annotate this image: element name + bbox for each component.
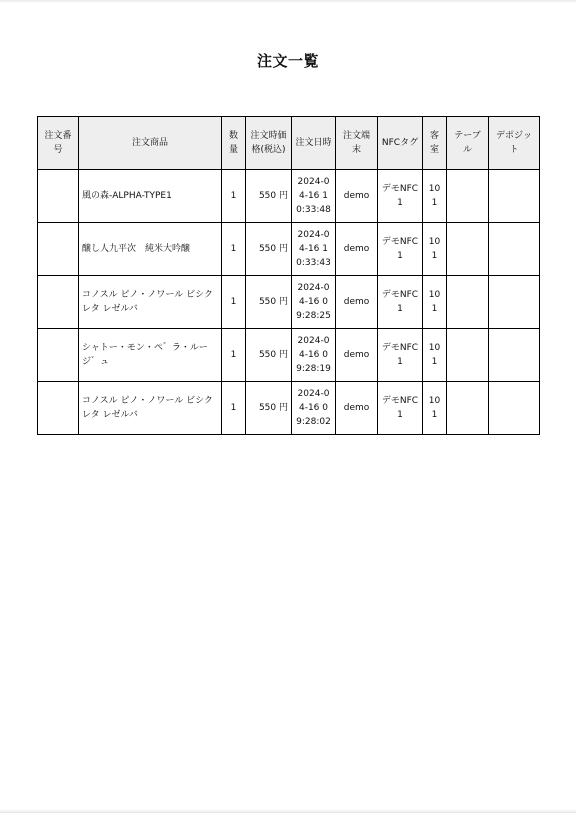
cell-deposit	[489, 223, 540, 276]
cell-terminal: demo	[336, 329, 378, 382]
column-header-quantity: 数量	[222, 117, 246, 170]
cell-quantity: 1	[222, 382, 246, 435]
cell-order-number	[38, 170, 79, 223]
cell-order-number	[38, 223, 79, 276]
column-header-order-item: 注文商品	[79, 117, 222, 170]
cell-price: 550 円	[246, 329, 292, 382]
cell-table	[447, 329, 489, 382]
cell-order-item: 風の森-ALPHA-TYPE1	[79, 170, 222, 223]
cell-nfc-tag: デモNFC1	[378, 329, 423, 382]
column-header-price: 注文時価格(税込)	[246, 117, 292, 170]
cell-nfc-tag: デモNFC1	[378, 170, 423, 223]
cell-terminal: demo	[336, 223, 378, 276]
cell-order-datetime: 2024-04-16 09:28:02	[292, 382, 336, 435]
cell-room: 101	[423, 223, 447, 276]
cell-deposit	[489, 170, 540, 223]
column-header-nfc-tag: NFCタグ	[378, 117, 423, 170]
page-edge-bottom	[0, 809, 576, 813]
cell-nfc-tag: デモNFC1	[378, 382, 423, 435]
table-row	[38, 329, 540, 382]
cell-terminal: demo	[336, 382, 378, 435]
cell-price: 550 円	[246, 223, 292, 276]
cell-order-number	[38, 276, 79, 329]
cell-order-item: コノスル ピノ・ノワール ビシクレタ レゼルバ	[79, 276, 222, 329]
cell-nfc-tag: デモNFC1	[378, 276, 423, 329]
cell-deposit	[489, 276, 540, 329]
cell-deposit	[489, 329, 540, 382]
cell-room: 101	[423, 329, 447, 382]
orders-table	[37, 116, 540, 435]
column-header-terminal: 注文端末	[336, 117, 378, 170]
cell-quantity: 1	[222, 170, 246, 223]
cell-table	[447, 276, 489, 329]
cell-room: 101	[423, 276, 447, 329]
column-header-room: 客室	[423, 117, 447, 170]
cell-price: 550 円	[246, 276, 292, 329]
cell-terminal: demo	[336, 276, 378, 329]
header-row	[38, 117, 540, 170]
cell-table	[447, 382, 489, 435]
cell-quantity: 1	[222, 329, 246, 382]
column-header-table: テーブル	[447, 117, 489, 170]
cell-table	[447, 223, 489, 276]
cell-price: 550 円	[246, 382, 292, 435]
cell-nfc-tag: デモNFC1	[378, 223, 423, 276]
cell-order-datetime: 2024-04-16 09:28:19	[292, 329, 336, 382]
cell-deposit	[489, 382, 540, 435]
cell-order-number	[38, 382, 79, 435]
table-row	[38, 223, 540, 276]
cell-terminal: demo	[336, 170, 378, 223]
table-row	[38, 382, 540, 435]
cell-quantity: 1	[222, 276, 246, 329]
column-header-order-number: 注文番号	[38, 117, 79, 170]
cell-room: 101	[423, 382, 447, 435]
cell-order-item: シャトー・モン・ペ゛ラ・ルージ゛ュ	[79, 329, 222, 382]
table-row	[38, 276, 540, 329]
cell-order-number	[38, 329, 79, 382]
cell-price: 550 円	[246, 170, 292, 223]
cell-order-datetime: 2024-04-16 09:28:25	[292, 276, 336, 329]
cell-quantity: 1	[222, 223, 246, 276]
cell-order-datetime: 2024-04-16 10:33:48	[292, 170, 336, 223]
column-header-deposit: デポジット	[489, 117, 540, 170]
cell-table	[447, 170, 489, 223]
table-row	[38, 170, 540, 223]
cell-order-datetime: 2024-04-16 10:33:43	[292, 223, 336, 276]
column-header-order-datetime: 注文日時	[292, 117, 336, 170]
cell-order-item: 醸し人九平次 純米大吟醸	[79, 223, 222, 276]
cell-room: 101	[423, 170, 447, 223]
page-edge-top	[0, 0, 576, 3]
cell-order-item: コノスル ピノ・ノワール ビシクレタ レゼルバ	[79, 382, 222, 435]
page-title: 注文一覧	[256, 52, 319, 70]
